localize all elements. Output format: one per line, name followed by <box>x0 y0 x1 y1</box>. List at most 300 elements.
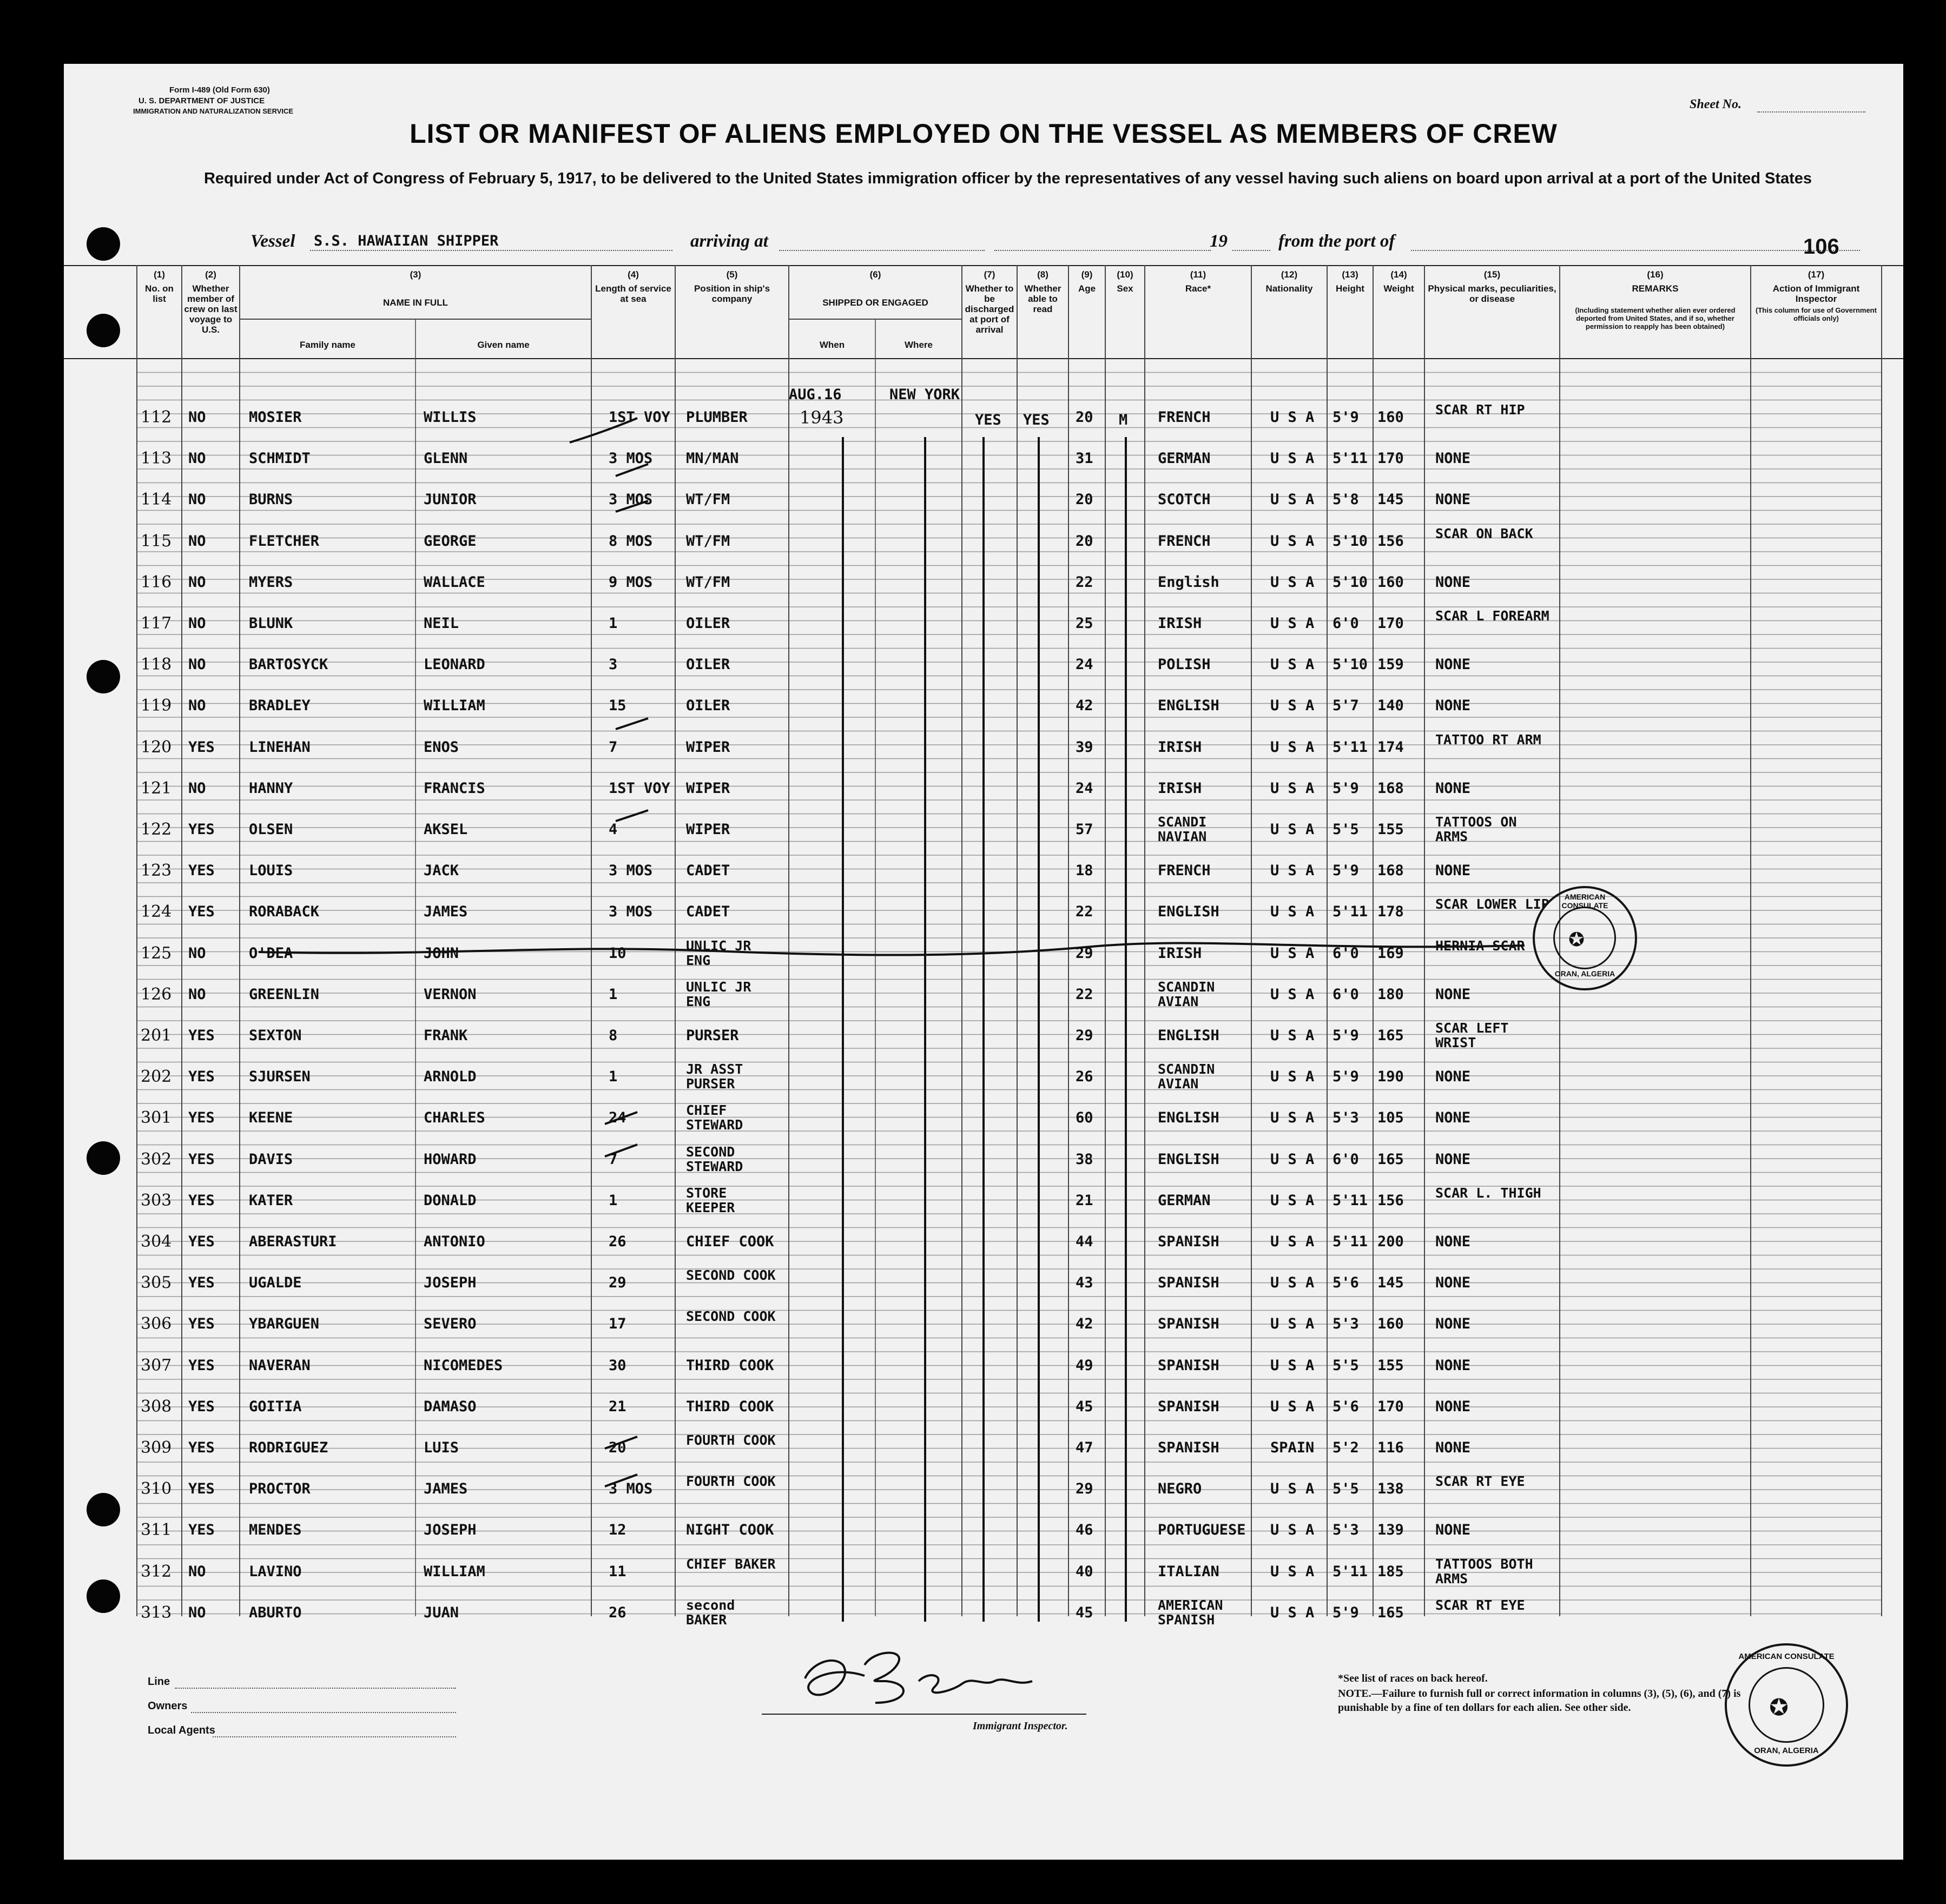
physical-marks-value: NONE <box>1435 1315 1471 1333</box>
port-line <box>1411 250 1860 251</box>
last-voyage-value: NO <box>188 697 206 715</box>
length-of-service: 21 <box>609 1398 626 1415</box>
last-voyage-value: NO <box>188 779 206 797</box>
weight-value: 139 <box>1377 1522 1404 1539</box>
last-voyage-value: YES <box>188 738 215 756</box>
given-name: AKSEL <box>424 821 468 838</box>
age-value: 42 <box>1076 697 1093 715</box>
physical-marks-value: SCAR RT EYE <box>1435 1473 1525 1490</box>
weight-value: 168 <box>1377 779 1404 797</box>
nationality-value: U S A <box>1270 615 1315 632</box>
nationality-value: U S A <box>1270 1027 1315 1044</box>
weight-value: 170 <box>1377 615 1404 632</box>
column-subheader: Given name <box>477 340 530 350</box>
weight-value: 169 <box>1377 944 1404 962</box>
last-voyage-value: YES <box>188 1068 215 1086</box>
age-value: 45 <box>1076 1398 1093 1415</box>
position-value: PURSER <box>686 1027 739 1044</box>
position-value: WIPER <box>686 779 730 797</box>
vessel-row <box>64 227 1903 259</box>
weight-value: 185 <box>1377 1563 1404 1580</box>
last-voyage-value: NO <box>188 1563 206 1580</box>
column-header: No. on list <box>145 283 174 304</box>
position-value: UNLIC JR ENG <box>686 937 751 968</box>
height-value: 5'3 <box>1332 1522 1359 1539</box>
race-value: FRENCH <box>1158 862 1211 880</box>
weight-value: 156 <box>1377 1192 1404 1209</box>
position-value: OILER <box>686 697 730 715</box>
family-name: LINEHAN <box>249 738 311 756</box>
given-name: GLENN <box>424 450 468 467</box>
length-of-service: 1 <box>609 615 618 632</box>
physical-marks-value: NONE <box>1435 1151 1471 1168</box>
row-number: 112 <box>141 408 172 427</box>
position-value: WIPER <box>686 821 730 838</box>
position-value: OILER <box>686 656 730 673</box>
position-value: SECOND COOK <box>686 1308 776 1325</box>
weight-value: 159 <box>1377 656 1404 673</box>
family-name: LAVINO <box>249 1563 302 1580</box>
vessel-name: S.S. HAWAIIAN SHIPPER <box>314 233 499 249</box>
last-voyage-value: NO <box>188 986 206 1003</box>
length-of-service: 24 <box>609 1109 626 1127</box>
last-voyage-value: YES <box>188 1315 215 1333</box>
length-of-service: 1 <box>609 1192 618 1209</box>
position-value: UNLIC JR ENG <box>686 979 751 1009</box>
column-subheader: Where <box>905 340 933 350</box>
column-subheader: When <box>819 340 845 350</box>
weight-value: 160 <box>1377 1315 1404 1333</box>
given-name: JACK <box>424 862 459 880</box>
height-value: 5'11 <box>1332 1192 1368 1209</box>
column-header-note: (Including statement whether alien ever ordered deported from United States, and if so, whether permission to reapply has been obtained) <box>1575 306 1736 330</box>
manifest-sheet <box>64 64 1903 1860</box>
row-number: 302 <box>141 1149 172 1169</box>
given-name: DAMASO <box>424 1398 477 1415</box>
column-header: Age <box>1078 283 1096 294</box>
nationality-value: U S A <box>1270 450 1315 467</box>
race-value: FRENCH <box>1158 532 1211 550</box>
column-number: (12) <box>1281 269 1298 280</box>
last-voyage-value: YES <box>188 903 215 921</box>
family-name: MOSIER <box>249 409 302 426</box>
family-name: KEENE <box>249 1109 293 1127</box>
row-number: 301 <box>141 1108 172 1128</box>
sheet-no-label: Sheet No. <box>1690 97 1741 111</box>
position-value: STORE KEEPER <box>686 1185 735 1215</box>
length-of-service: 7 <box>609 738 618 756</box>
length-of-service: 4 <box>609 821 618 838</box>
age-value: 22 <box>1076 986 1093 1003</box>
age-value: 40 <box>1076 1563 1093 1580</box>
column-header: Whether to be discharged at port of arrival <box>965 283 1014 335</box>
from-port-label: from the port of <box>1278 232 1395 251</box>
weight-value: 170 <box>1377 450 1404 467</box>
physical-marks-value: NONE <box>1435 1439 1471 1456</box>
length-of-service: 1ST VOY <box>609 779 670 797</box>
last-voyage-value: NO <box>188 1604 206 1621</box>
height-value: 5'6 <box>1332 1274 1359 1292</box>
department-label: U. S. DEPARTMENT OF JUSTICE <box>138 96 265 105</box>
race-value: GERMAN <box>1158 1192 1211 1209</box>
column-header: Action of Immigrant Inspector <box>1772 283 1860 304</box>
family-name: GREENLIN <box>249 986 320 1003</box>
weight-value: 165 <box>1377 1027 1404 1044</box>
length-of-service: 20 <box>609 1439 626 1456</box>
race-value: FRENCH <box>1158 409 1211 426</box>
family-name: MYERS <box>249 573 293 591</box>
physical-marks-value: NONE <box>1435 450 1471 467</box>
column-number: (2) <box>205 269 216 280</box>
form-number: Form I-489 (Old Form 630) <box>169 85 270 95</box>
physical-marks-value: NONE <box>1435 656 1471 673</box>
read-value: YES <box>1023 412 1050 428</box>
nationality-value: U S A <box>1270 409 1315 426</box>
date-line <box>994 250 1211 251</box>
nationality-value: U S A <box>1270 697 1315 715</box>
height-value: 5'6 <box>1332 1398 1359 1415</box>
nationality-value: U S A <box>1270 1233 1315 1250</box>
last-voyage-value: NO <box>188 615 206 632</box>
height-value: 5'9 <box>1332 779 1359 797</box>
weight-value: 174 <box>1377 738 1404 756</box>
last-voyage-value: YES <box>188 821 215 838</box>
family-name: SJURSEN <box>249 1068 311 1086</box>
race-value: SCANDIN AVIAN <box>1158 1061 1215 1092</box>
position-value: CADET <box>686 862 730 880</box>
row-number: 126 <box>141 984 172 1004</box>
column-header-note: (This column for use of Government officials only) <box>1756 306 1877 322</box>
height-value: 5'2 <box>1332 1439 1359 1456</box>
weight-value: 180 <box>1377 986 1404 1003</box>
position-value: OILER <box>686 615 730 632</box>
age-value: 42 <box>1076 1315 1093 1333</box>
race-value: SPANISH <box>1158 1274 1219 1292</box>
race-value: SPANISH <box>1158 1315 1219 1333</box>
position-value: THIRD COOK <box>686 1398 774 1415</box>
weight-value: 190 <box>1377 1068 1404 1086</box>
position-value: PLUMBER <box>686 409 748 426</box>
family-name: O'DEA <box>249 944 293 962</box>
column-number: (7) <box>984 269 995 280</box>
position-value: CHIEF STEWARD <box>686 1102 743 1133</box>
year-line <box>1232 250 1270 251</box>
physical-marks-value: TATTOOS BOTH ARMS <box>1435 1556 1533 1586</box>
vessel-label: Vessel <box>250 232 295 251</box>
weight-value: 138 <box>1377 1480 1404 1498</box>
physical-marks-value: HERNIA SCAR <box>1435 937 1525 954</box>
position-value: FOURTH COOK <box>686 1432 776 1448</box>
race-value: IRISH <box>1158 615 1202 632</box>
row-number: 113 <box>141 449 172 468</box>
nationality-value: U S A <box>1270 1151 1315 1168</box>
race-value: IRISH <box>1158 738 1202 756</box>
height-value: 5'11 <box>1332 738 1368 756</box>
weight-value: 156 <box>1377 532 1404 550</box>
race-value: IRISH <box>1158 779 1202 797</box>
row-number: 303 <box>141 1191 172 1210</box>
row-number: 306 <box>141 1314 172 1334</box>
family-name: UGALDE <box>249 1274 302 1292</box>
height-value: 5'10 <box>1332 656 1368 673</box>
column-number: (17) <box>1808 269 1825 280</box>
height-value: 6'0 <box>1332 1151 1359 1168</box>
weight-value: 160 <box>1377 573 1404 591</box>
binder-hole <box>87 1493 120 1526</box>
physical-marks-value: SCAR L. THIGH <box>1435 1185 1541 1201</box>
physical-marks-value: NONE <box>1435 697 1471 715</box>
race-value: SCOTCH <box>1158 491 1211 508</box>
column-number: (9) <box>1081 269 1093 280</box>
height-value: 6'0 <box>1332 986 1359 1003</box>
height-value: 5'7 <box>1332 697 1359 715</box>
given-name: JAMES <box>424 903 468 921</box>
shipped-where: NEW YORK <box>889 386 960 403</box>
physical-marks-value: NONE <box>1435 1398 1471 1415</box>
row-number: 305 <box>141 1273 172 1293</box>
given-name: JOSEPH <box>424 1274 477 1292</box>
height-value: 5'11 <box>1332 903 1368 921</box>
height-value: 5'3 <box>1332 1315 1359 1333</box>
last-voyage-value: YES <box>188 862 215 880</box>
column-number: (8) <box>1037 269 1048 280</box>
row-number: 312 <box>141 1562 172 1581</box>
height-value: 5'11 <box>1332 450 1368 467</box>
column-header: Weight <box>1383 283 1414 294</box>
race-value: AMERICAN SPANISH <box>1158 1597 1223 1628</box>
physical-marks-value: NONE <box>1435 1109 1471 1127</box>
race-value: IRISH <box>1158 944 1202 962</box>
row-number: 121 <box>141 778 172 798</box>
nationality-value: U S A <box>1270 532 1315 550</box>
weight-value: 155 <box>1377 1357 1404 1374</box>
row-number: 114 <box>141 490 172 510</box>
column-header: SHIPPED OR ENGAGED <box>822 298 928 308</box>
column-header: NAME IN FULL <box>383 298 448 308</box>
weight-value: 155 <box>1377 821 1404 838</box>
column-number: (4) <box>628 269 639 280</box>
given-name: ARNOLD <box>424 1068 477 1086</box>
position-value: WT/FM <box>686 532 730 550</box>
physical-marks-value: SCAR ON BACK <box>1435 525 1533 541</box>
inspector-signature-line <box>762 1714 1086 1715</box>
age-value: 47 <box>1076 1439 1093 1456</box>
weight-value: 116 <box>1377 1439 1404 1456</box>
length-of-service: 3 MOS <box>609 1480 653 1498</box>
height-value: 5'5 <box>1332 821 1359 838</box>
family-name: ABERASTURI <box>249 1233 337 1250</box>
age-value: 26 <box>1076 1068 1093 1086</box>
height-value: 6'0 <box>1332 615 1359 632</box>
discharged-value: YES <box>975 412 1001 428</box>
age-value: 21 <box>1076 1192 1093 1209</box>
family-name: KATER <box>249 1192 293 1209</box>
column-number: (10) <box>1117 269 1133 280</box>
given-name: FRANCIS <box>424 779 485 797</box>
last-voyage-value: YES <box>188 1027 215 1044</box>
age-value: 57 <box>1076 821 1093 838</box>
page-number: 106 <box>1803 235 1839 259</box>
races-note: *See list of races on back hereof. <box>1338 1672 1488 1684</box>
age-value: 38 <box>1076 1151 1093 1168</box>
last-voyage-value: NO <box>188 532 206 550</box>
manifest-grid <box>64 265 1903 1726</box>
family-name: LOUIS <box>249 862 293 880</box>
page-subtitle: Required under Act of Congress of February 5, 1917, to be delivered to the United States immigration officer by the representatives of any vessel having such aliens on board upon arrival at a port of the United States <box>203 170 1812 187</box>
physical-marks-value: SCAR RT HIP <box>1435 402 1525 418</box>
nationality-value: U S A <box>1270 821 1315 838</box>
last-voyage-value: NO <box>188 450 206 467</box>
eagle-seal-icon: ✪ <box>1568 921 1585 953</box>
consulate-stamp-bottom <box>1725 1643 1848 1767</box>
length-of-service: 15 <box>609 697 626 715</box>
column-number: (3) <box>410 269 421 280</box>
given-name: FRANK <box>424 1027 468 1044</box>
age-value: 44 <box>1076 1233 1093 1250</box>
height-value: 5'3 <box>1332 1109 1359 1127</box>
column-header: Whether able to read <box>1024 283 1061 314</box>
row-number: 308 <box>141 1397 172 1416</box>
last-voyage-value: YES <box>188 1398 215 1415</box>
nationality-value: U S A <box>1270 903 1315 921</box>
length-of-service: 12 <box>609 1522 626 1539</box>
eagle-seal-icon: ✪ <box>1769 1685 1789 1723</box>
arriving-line <box>779 250 985 251</box>
nationality-value: U S A <box>1270 1480 1315 1498</box>
position-value: JR ASST PURSER <box>686 1061 743 1092</box>
length-of-service: 7 <box>609 1151 618 1168</box>
row-number: 118 <box>141 655 172 675</box>
sex-value: M <box>1119 412 1128 428</box>
row-number: 122 <box>141 820 172 839</box>
race-value: ENGLISH <box>1158 697 1219 715</box>
nationality-value: U S A <box>1270 1109 1315 1127</box>
stamp-bottom-text: ORAN, ALGERIA <box>1754 1746 1819 1755</box>
race-value: SPANISH <box>1158 1233 1219 1250</box>
weight-value: 145 <box>1377 1274 1404 1292</box>
given-name: CHARLES <box>424 1109 485 1127</box>
length-of-service: 1 <box>609 986 618 1003</box>
age-value: 24 <box>1076 656 1093 673</box>
row-number: 201 <box>141 1026 172 1045</box>
height-value: 5'11 <box>1332 1233 1368 1250</box>
line-label: Line <box>148 1676 170 1688</box>
position-value: WT/FM <box>686 491 730 508</box>
last-voyage-value: YES <box>188 1151 215 1168</box>
last-voyage-value: YES <box>188 1439 215 1456</box>
nationality-value: U S A <box>1270 738 1315 756</box>
binder-hole <box>87 1141 120 1175</box>
given-name: DONALD <box>424 1192 477 1209</box>
position-value: second BAKER <box>686 1597 735 1628</box>
last-voyage-value: YES <box>188 1357 215 1374</box>
position-value: WIPER <box>686 738 730 756</box>
age-value: 43 <box>1076 1274 1093 1292</box>
weight-value: 178 <box>1377 903 1404 921</box>
column-header: Height <box>1336 283 1364 294</box>
weight-value: 105 <box>1377 1109 1404 1127</box>
column-header: Race* <box>1185 283 1211 294</box>
race-value: SCANDIN AVIAN <box>1158 979 1215 1009</box>
height-value: 5'10 <box>1332 532 1368 550</box>
binder-hole <box>87 1579 120 1613</box>
age-value: 20 <box>1076 491 1093 508</box>
race-value: PORTUGUESE <box>1158 1522 1246 1539</box>
row-number: 202 <box>141 1067 172 1087</box>
length-of-service: 3 <box>609 656 618 673</box>
family-name: SCHMIDT <box>249 450 311 467</box>
agents-label: Local Agents <box>148 1724 215 1736</box>
nationality-value: U S A <box>1270 1357 1315 1374</box>
last-voyage-value: YES <box>188 1522 215 1539</box>
given-name: NEIL <box>424 615 459 632</box>
weight-value: 140 <box>1377 697 1404 715</box>
race-value: POLISH <box>1158 656 1211 673</box>
nationality-value: U S A <box>1270 1068 1315 1086</box>
length-of-service: 3 MOS <box>609 491 653 508</box>
age-value: 29 <box>1076 944 1093 962</box>
last-voyage-value: YES <box>188 1274 215 1292</box>
given-name: JAMES <box>424 1480 468 1498</box>
row-number: 309 <box>141 1438 172 1457</box>
column-number: (15) <box>1483 269 1501 280</box>
given-name: ANTONIO <box>424 1233 485 1250</box>
line-field <box>175 1688 456 1689</box>
race-value: ENGLISH <box>1158 1027 1219 1044</box>
shipped-when: AUG.16 <box>789 386 842 403</box>
fine-note: NOTE.—Failure to furnish full or correct information in columns (3), (5), (6), and (7) is punishable by a fine of ten dollars for each alien. See other side. <box>1338 1688 1741 1714</box>
length-of-service: 26 <box>609 1233 626 1250</box>
column-header: Sex <box>1117 283 1133 294</box>
height-value: 6'0 <box>1332 944 1359 962</box>
nationality-value: U S A <box>1270 491 1315 508</box>
position-value: CHIEF COOK <box>686 1233 774 1250</box>
column-number: (13) <box>1342 269 1358 280</box>
family-name: HANNY <box>249 779 293 797</box>
height-value: 5'9 <box>1332 1027 1359 1044</box>
last-voyage-value: YES <box>188 1480 215 1498</box>
race-value: SPANISH <box>1158 1357 1219 1374</box>
length-of-service: 29 <box>609 1274 626 1292</box>
race-value: ENGLISH <box>1158 1109 1219 1127</box>
family-name: OLSEN <box>249 821 293 838</box>
given-name: GEORGE <box>424 532 477 550</box>
physical-marks-value: NONE <box>1435 779 1471 797</box>
length-of-service: 10 <box>609 944 626 962</box>
last-voyage-value: NO <box>188 409 206 426</box>
family-name: BURNS <box>249 491 293 508</box>
age-value: 24 <box>1076 779 1093 797</box>
column-header: Physical marks, peculiarities, or disease <box>1428 283 1556 304</box>
age-value: 39 <box>1076 738 1093 756</box>
column-header: Position in ship's company <box>694 283 770 304</box>
position-value: CADET <box>686 903 730 921</box>
weight-value: 165 <box>1377 1604 1404 1621</box>
age-value: 18 <box>1076 862 1093 880</box>
column-header: Whether member of crew on last voyage to U.S. <box>184 283 238 335</box>
weight-value: 200 <box>1377 1233 1404 1250</box>
height-value: 5'10 <box>1332 573 1368 591</box>
height-value: 5'8 <box>1332 491 1359 508</box>
year-label: 19 <box>1210 232 1228 251</box>
given-name: ENOS <box>424 738 459 756</box>
physical-marks-value: NONE <box>1435 1522 1471 1539</box>
physical-marks-value: NONE <box>1435 491 1471 508</box>
age-value: 22 <box>1076 903 1093 921</box>
age-value: 45 <box>1076 1604 1093 1621</box>
length-of-service: 8 MOS <box>609 532 653 550</box>
given-name: LEONARD <box>424 656 485 673</box>
